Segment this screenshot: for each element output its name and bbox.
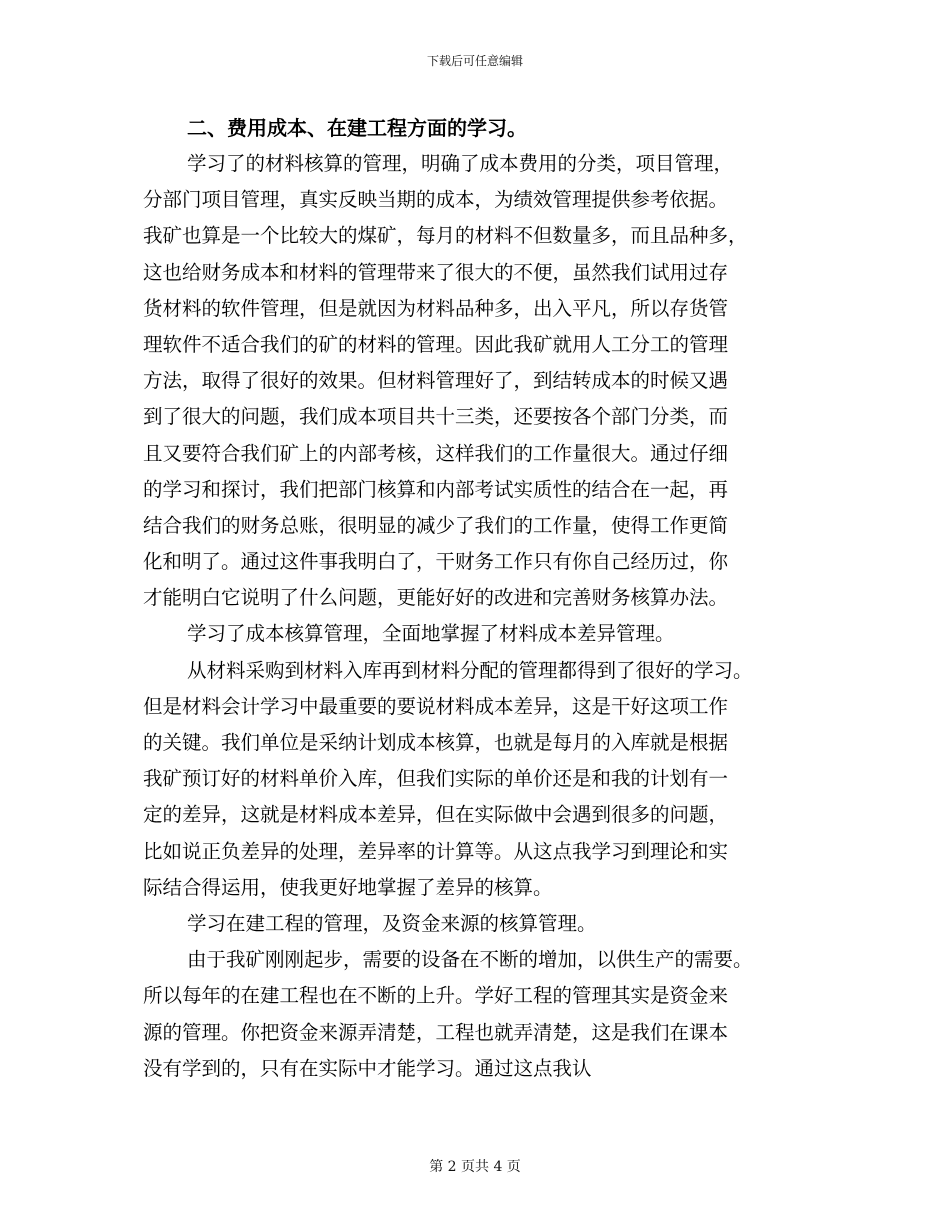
paragraph-material-accounting bbox=[143, 146, 815, 616]
section-heading: 二、费用成本、在建工程方面的学习。 bbox=[187, 116, 527, 140]
page-header: 下载后可任意编辑 bbox=[426, 54, 523, 68]
text-line: 才能明白它说明了什么问题，更能好好的改进和完善财务核算办法。 bbox=[143, 586, 729, 610]
text-line: 我矿也算是一个比较大的煤矿，每月的材料不但数量多，而且品种多， bbox=[143, 224, 748, 248]
paragraph-construction-funding bbox=[143, 942, 815, 1087]
text-line: 这也给财务成本和材料的管理带来了很大的不便，虽然我们试用过存 bbox=[143, 260, 729, 284]
text-line: 学习在建工程的管理，及资金来源的核算管理。 bbox=[187, 911, 597, 935]
text-line: 方法，取得了很好的效果。但材料管理好了，到结转成本的时候又遇 bbox=[143, 369, 729, 393]
text-line: 没有学到的，只有在实际中才能学习。通过这点我认 bbox=[143, 1056, 592, 1080]
text-line: 但是材料会计学习中最重要的要说材料成本差异，这是干好这项工作 bbox=[143, 694, 729, 718]
text-line: 且又要符合我们矿上的内部考核，这样我们的工作量很大。通过仔细 bbox=[143, 441, 729, 465]
text-line: 源的管理。你把资金来源弄清楚，工程也就弄清楚，这是我们在课本 bbox=[143, 1020, 729, 1044]
text-line: 比如说正负差异的处理，差异率的计算等。从这点我学习到理论和实 bbox=[143, 839, 729, 863]
document-body bbox=[143, 110, 815, 1087]
text-line: 到了很大的问题，我们成本项目共十三类，还要按各个部门分类，而 bbox=[143, 405, 729, 429]
text-line: 由于我矿刚刚起步，需要的设备在不断的增加，以供生产的需要。 bbox=[187, 948, 753, 972]
page-number: 第 2 页共 4 页 bbox=[429, 1159, 521, 1175]
text-line: 际结合得运用，使我更好地掌握了差异的核算。 bbox=[143, 875, 553, 899]
text-line: 分部门项目管理，真实反映当期的成本，为绩效管理提供参考依据。 bbox=[143, 188, 729, 212]
text-line: 的关键。我们单位是采纳计划成本核算，也就是每月的入库就是根据 bbox=[143, 731, 729, 754]
text-line: 化和明了。通过这件事我明白了，干财务工作只有你自己经历过，你 bbox=[143, 550, 729, 574]
text-line: 货材料的软件管理，但是就因为材料品种多，出入平凡，所以存货管 bbox=[143, 296, 729, 320]
text-line: 结合我们的财务总账，很明显的减少了我们的工作量，使得工作更简 bbox=[143, 513, 729, 537]
text-line: 学习了的材料核算的管理，明确了成本费用的分类，项目管理， bbox=[187, 152, 734, 175]
paragraph-construction-summary bbox=[143, 906, 815, 942]
text-line: 学习了成本核算管理，全面地掌握了材料成本差异管理。 bbox=[187, 622, 675, 646]
text-line: 理软件不适合我们的矿的材料的管理。因此我矿就用人工分工的管理 bbox=[143, 332, 729, 356]
paragraph-cost-variance bbox=[143, 653, 815, 906]
text-line: 的学习和探讨，我们把部门核算和内部考试实质性的结合在一起，再 bbox=[143, 477, 729, 501]
text-line: 从材料采购到材料入库再到材料分配的管理都得到了很好的学习。 bbox=[187, 658, 753, 682]
paragraph-cost-accounting-summary bbox=[143, 616, 815, 652]
text-line: 所以每年的在建工程也在不断的上升。学好工程的管理其实是资金来 bbox=[143, 984, 729, 1008]
text-line: 我矿预订好的材料单价入库，但我们实际的单价还是和我的计划有一 bbox=[143, 767, 729, 791]
text-line: 定的差异，这就是材料成本差异，但在实际做中会遇到很多的问题， bbox=[143, 803, 729, 827]
